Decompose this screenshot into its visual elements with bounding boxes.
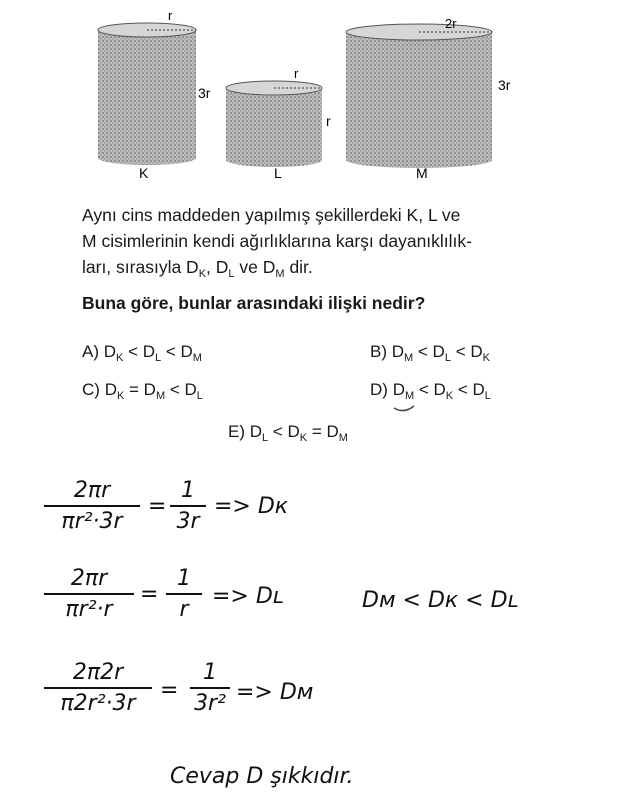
option-a[interactable]: A) $D_K < D_L < D_M$ — [82, 342, 202, 364]
question-text — [82, 202, 552, 287]
hw-eq1-arrow: => Dк — [214, 494, 289, 519]
option-d[interactable]: D) $D_M < D_K < D_L$ — [370, 380, 491, 402]
cylinder-figure — [90, 8, 520, 188]
question-line-1: Aynı cins maddeden yapılmış şekillerdeki K, L ve — [82, 205, 461, 225]
label-k: K — [139, 165, 149, 181]
hw-eq1-equals: = — [148, 494, 167, 519]
dim-l-radius: r — [294, 66, 299, 81]
hw-answer: Cevap D şıkkıdır. — [170, 764, 354, 789]
cylinder-m — [346, 24, 492, 168]
hw-eq1-result — [170, 478, 206, 534]
question-prompt: Buna göre, bunlar arasındaki ilişki nedir? — [82, 293, 426, 313]
dim-m-height: 3r — [498, 77, 511, 93]
dim-k-height: 3r — [198, 85, 211, 101]
option-c[interactable]: C) $D_K = D_M < D_L$ — [82, 380, 203, 402]
cylinder-l — [226, 81, 322, 167]
hw-eq3-equals: = — [160, 678, 179, 703]
hw-eq3-arrow: => Dм — [236, 680, 314, 705]
hw-eq2-numerator: 2πr — [70, 566, 108, 591]
hw-relation: Dм < Dк < Dʟ — [362, 588, 519, 613]
hw-eq1-denominator: πr²·3r — [61, 509, 123, 534]
hw-eq2-denominator: πr²·r — [65, 597, 113, 622]
hw-eq3-numerator: 2π2r — [72, 660, 124, 685]
hw-eq3-result — [190, 660, 230, 716]
hw-eq1-result-den: 3r — [176, 509, 200, 534]
question-line-2: M cisimlerinin kendi ağırlıklarına karşı dayanıklılık- — [82, 231, 472, 251]
pencil-tick-mark — [392, 402, 418, 416]
label-m: M — [416, 165, 428, 181]
hw-eq2-fraction — [44, 566, 134, 622]
dim-m-radius: 2r — [445, 16, 457, 31]
hw-eq3-fraction — [44, 660, 152, 716]
hw-eq3-denominator: π2r²·3r — [60, 691, 136, 716]
question-line-3: ları, sırasıyla $D_K$, $D_L$ ve $D_M$ dir. — [82, 257, 313, 280]
cylinder-k — [98, 23, 196, 165]
hw-eq1-result-num: 1 — [181, 478, 195, 503]
dim-l-height: r — [326, 113, 331, 129]
hw-eq2-arrow: => Dʟ — [212, 584, 284, 609]
hw-eq1-fraction — [44, 478, 140, 534]
hw-eq2-result — [166, 566, 202, 622]
label-l: L — [274, 165, 282, 181]
option-b[interactable]: B) $D_M < D_L < D_K$ — [370, 342, 490, 364]
dim-k-radius: r — [168, 8, 173, 23]
hw-eq2-equals: = — [140, 582, 159, 607]
hw-eq3-result-den: 3r² — [194, 691, 226, 716]
hw-eq3-result-num: 1 — [203, 660, 217, 685]
option-e[interactable]: E) $D_L < D_K = D_M$ — [228, 422, 348, 444]
hw-eq2-result-num: 1 — [177, 566, 191, 591]
hw-eq2-result-den: r — [179, 597, 189, 622]
hw-eq1-numerator: 2πr — [73, 478, 111, 503]
